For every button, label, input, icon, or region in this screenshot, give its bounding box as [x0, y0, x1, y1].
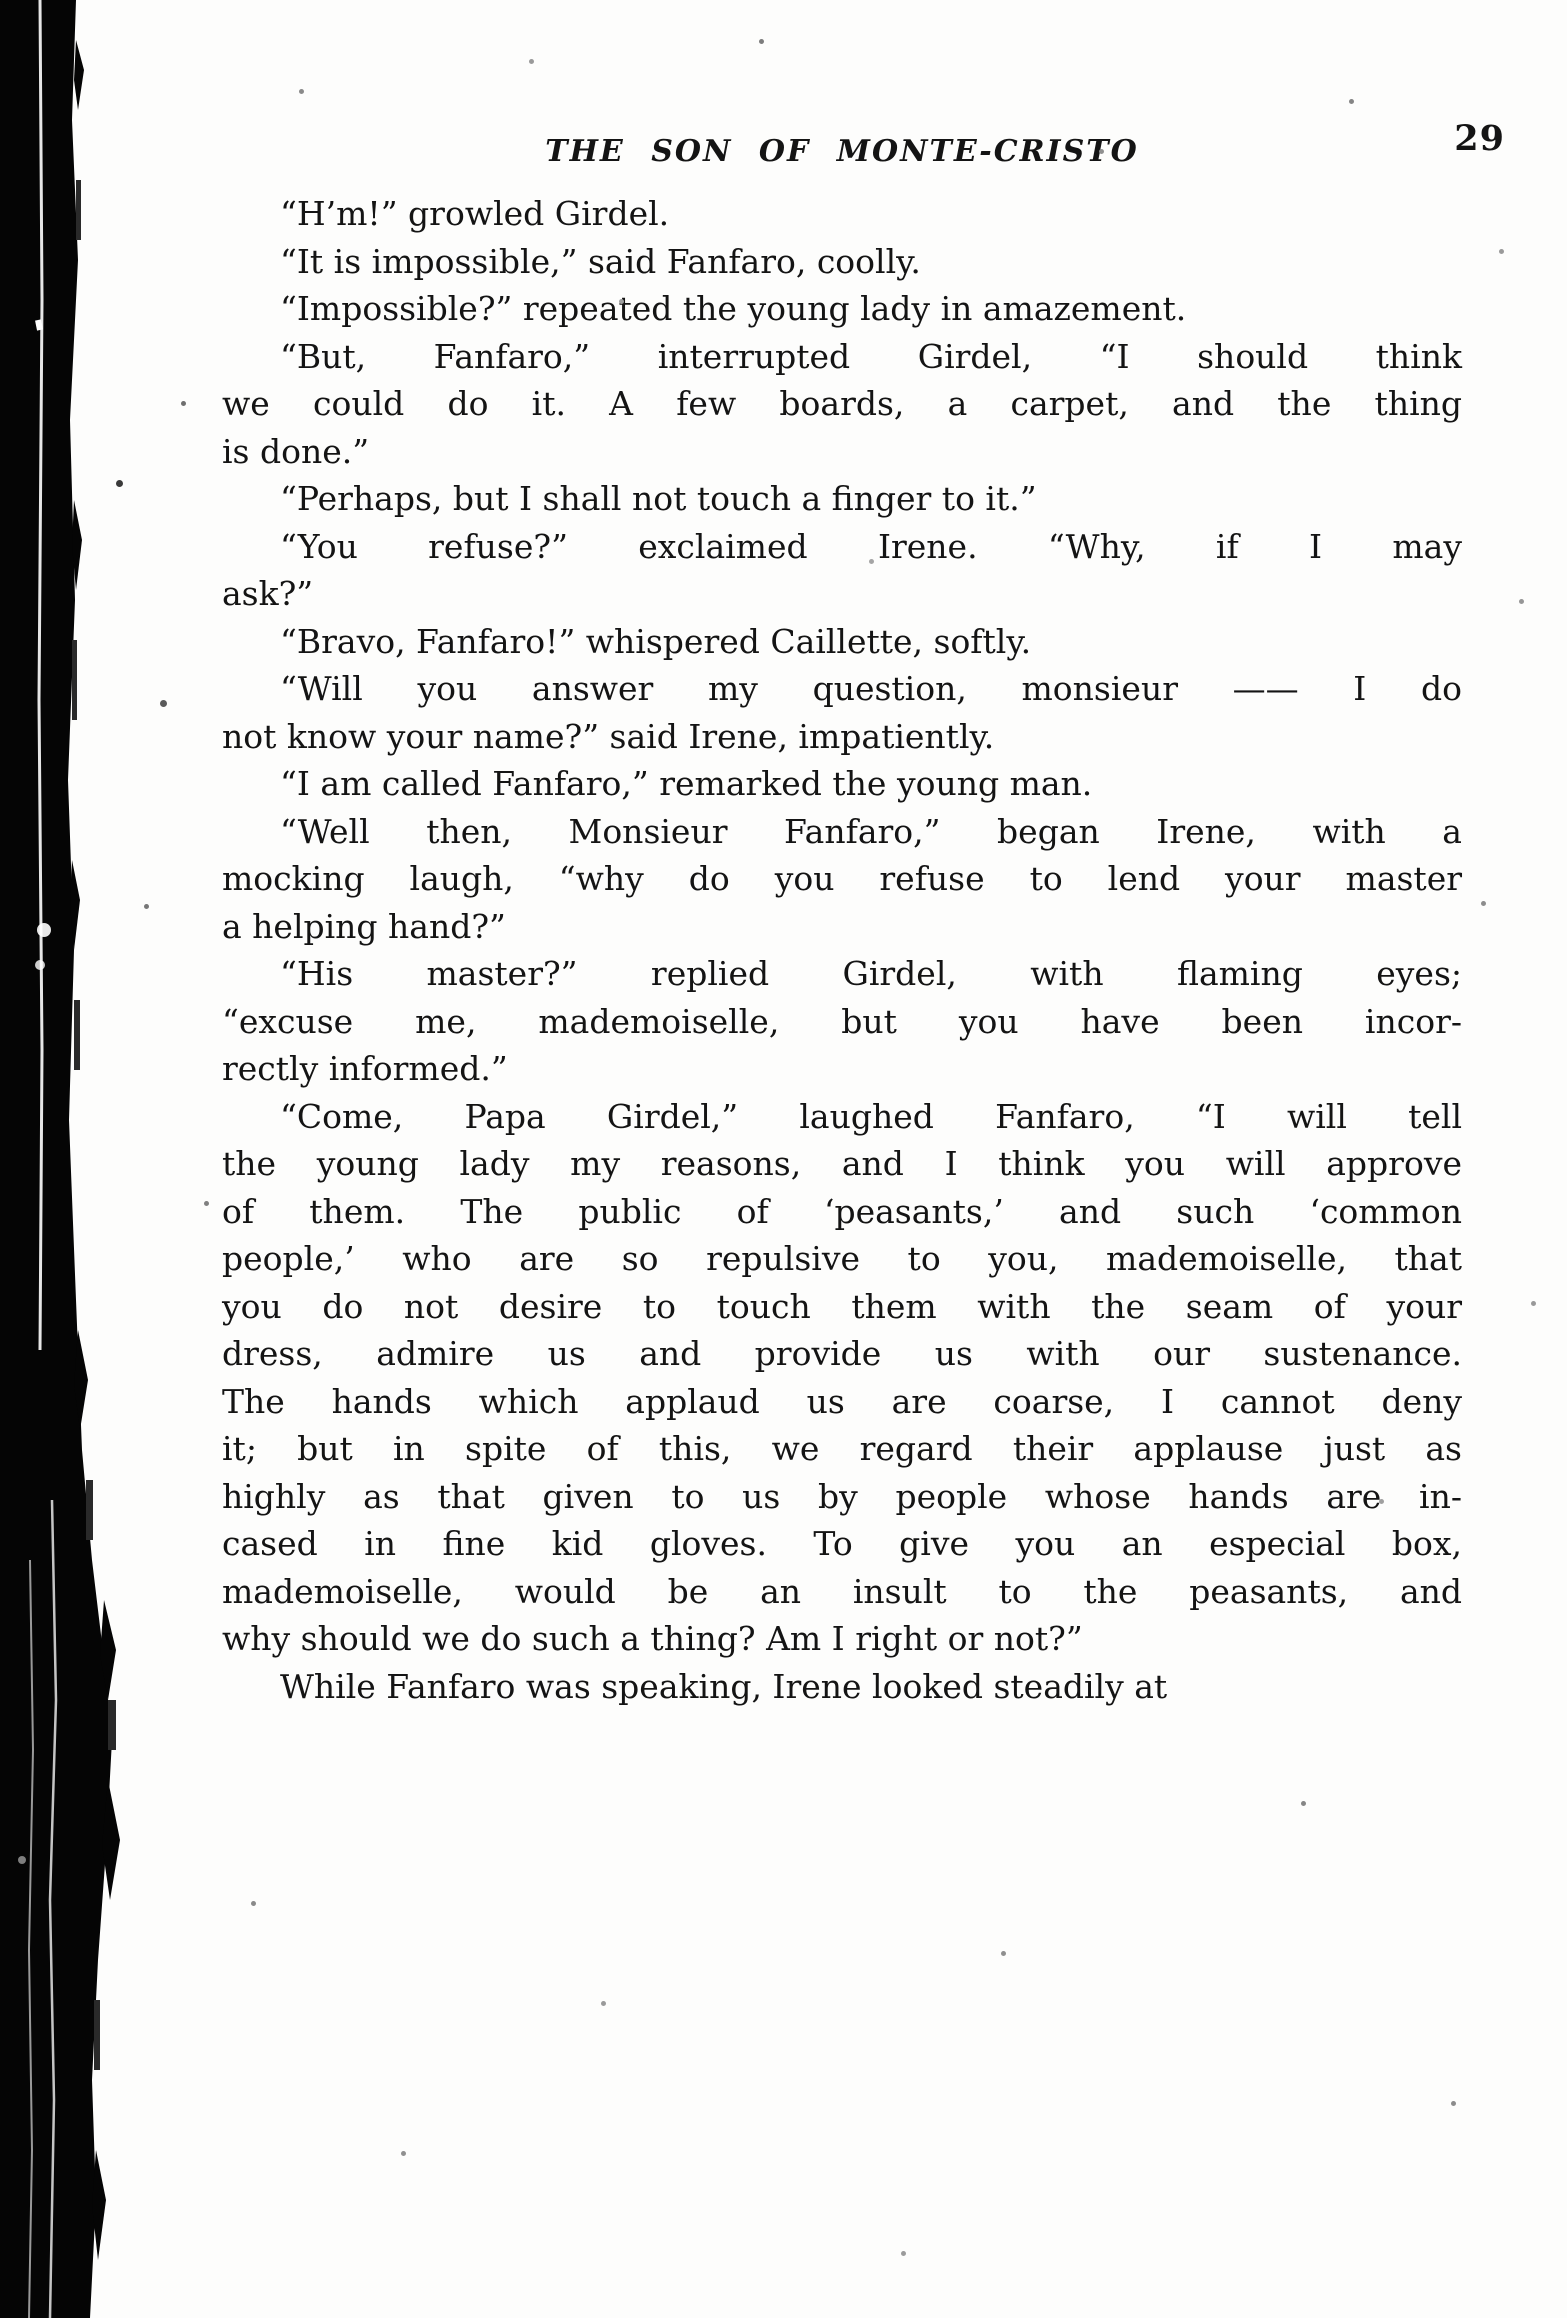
text-line: “It is impossible,” said Fanfaro, coolly.: [280, 241, 921, 281]
text-line: “excuse me, mademoiselle, but you have been incor-: [222, 1001, 1462, 1041]
text-line: a helping hand?”: [222, 906, 506, 946]
text-line: rectly informed.”: [222, 1049, 508, 1088]
text-line: “Well then, Monsieur Fanfaro,” began Irene, with a: [280, 811, 1462, 851]
text-line: highly as that given to us by people whose hands are in-: [222, 1476, 1462, 1516]
text-line: “H’m!” growled Girdel.: [280, 194, 670, 233]
text-line: “Will you answer my question, monsieur —— I do: [280, 669, 1462, 708]
text-line: is done.”: [222, 431, 370, 471]
text-line: “Bravo, Fanfaro!” whispered Caillette, softly.: [280, 621, 1032, 661]
text-line: it; but in spite of this, we regard their applause just as: [222, 1429, 1462, 1468]
text-line: not know your name?” said Irene, impatiently.: [222, 716, 995, 756]
text-line: “But, Fanfaro,” interrupted Girdel, “I should think: [280, 336, 1462, 376]
text-line: “I am called Fanfaro,” remarked the young man.: [280, 764, 1093, 803]
binding-shadow-graphic: [0, 0, 140, 2318]
text-line: While Fanfaro was speaking, Irene looked steadily at: [280, 1666, 1168, 1706]
text-line: mocking laugh, “why do you refuse to lend your master: [222, 859, 1462, 898]
text-line: The hands which applaud us are coarse, I cannot deny: [222, 1381, 1462, 1421]
text-line: “Impossible?” repeated the young lady in amazement.: [280, 289, 1187, 328]
text-line: ask?”: [222, 574, 314, 613]
text-line: “Perhaps, but I shall not touch a finger to it.”: [280, 479, 1037, 518]
text-line: of them. The public of ‘peasants,’ and such ‘common: [222, 1191, 1462, 1231]
text-line: you do not desire to touch them with the seam of your: [222, 1286, 1462, 1326]
text-line: we could do it. A few boards, a carpet, and the thing: [222, 384, 1462, 423]
scan-speckles: [0, 0, 3, 3]
text-line: why should we do such a thing? Am I right or not?”: [222, 1619, 1083, 1658]
text-line: the young lady my reasons, and I think you will approve: [222, 1144, 1462, 1183]
book-binding-gutter: [0, 0, 140, 2318]
text-line: “Come, Papa Girdel,” laughed Fanfaro, “I will tell: [280, 1096, 1462, 1136]
text-line: dress, admire us and provide us with our sustenance.: [222, 1334, 1462, 1373]
text-line: “His master?” replied Girdel, with flaming eyes;: [280, 954, 1462, 993]
text-line: cased in fine kid gloves. To give you an especial box,: [222, 1524, 1462, 1563]
page-number: 29: [1454, 118, 1505, 159]
page-header: [0, 0, 1567, 200]
text-line: “You refuse?” exclaimed Irene. “Why, if I may: [280, 526, 1462, 566]
text-line: people,’ who are so repulsive to you, mademoiselle, that: [222, 1239, 1462, 1278]
text-line: mademoiselle, would be an insult to the peasants, and: [222, 1571, 1462, 1611]
page-body: [222, 190, 1462, 1710]
running-title: THE SON OF MONTE-CRISTO: [545, 134, 1139, 169]
